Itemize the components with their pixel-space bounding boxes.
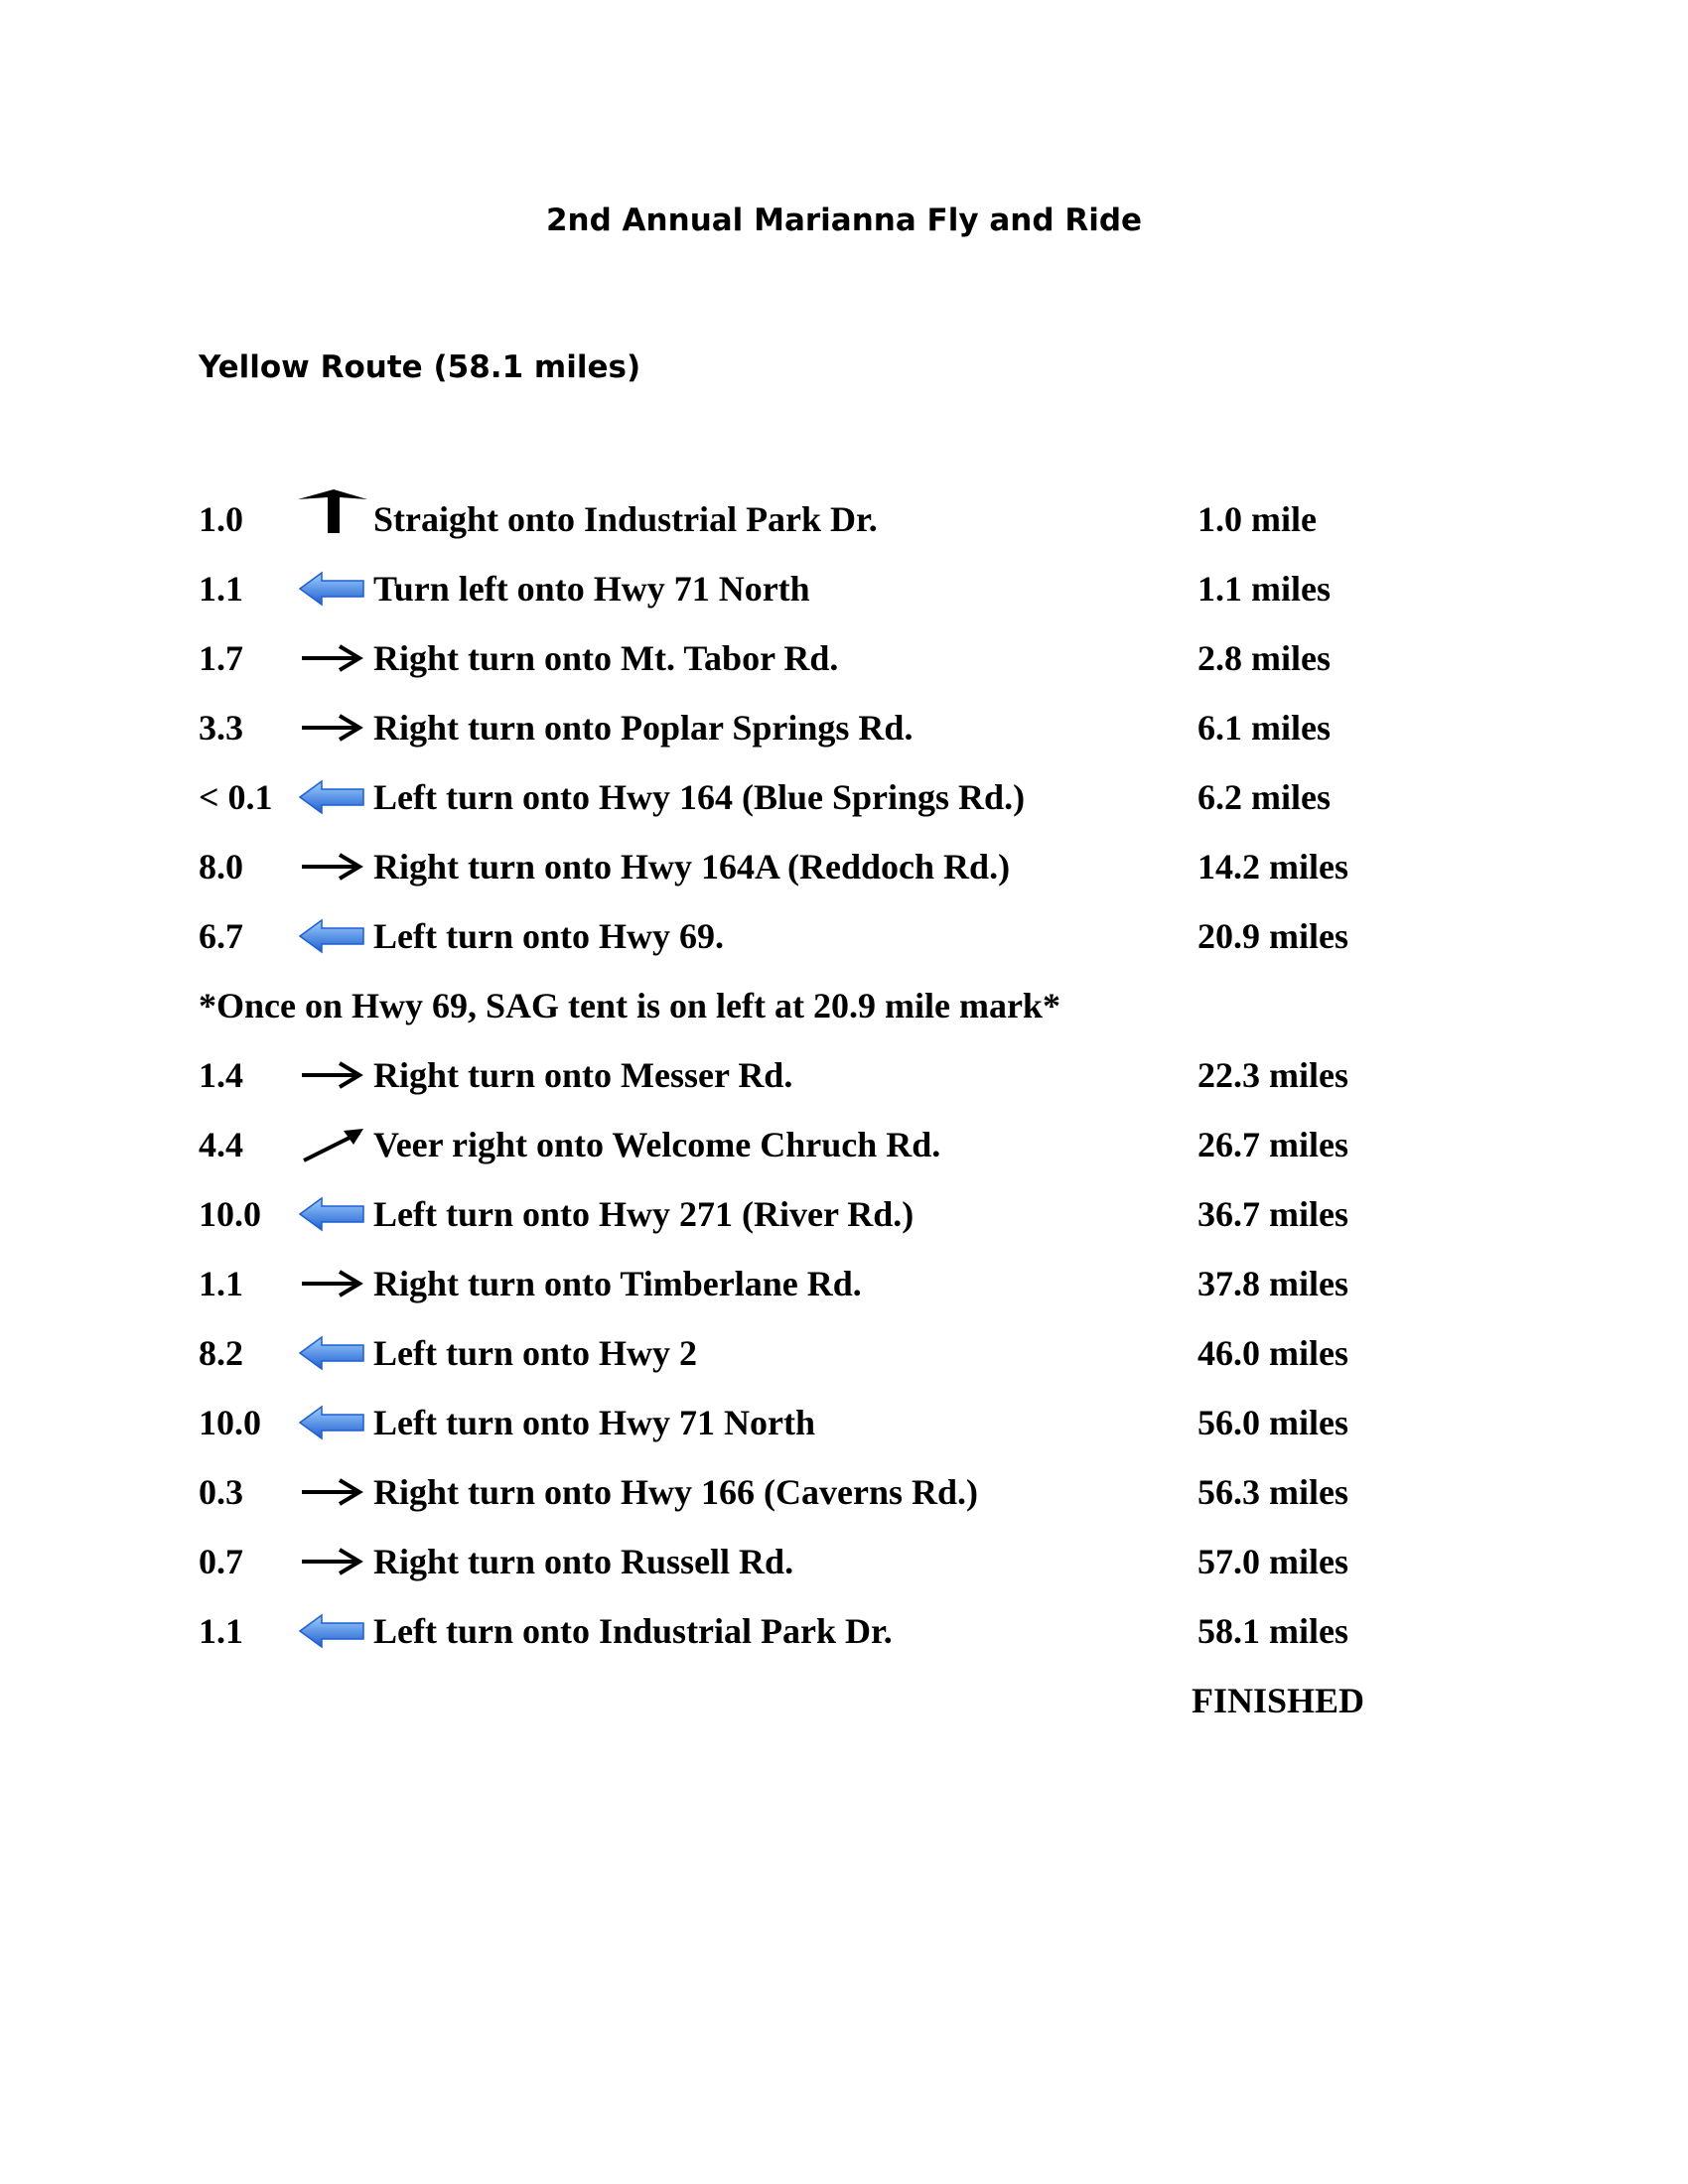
- cue-instruction: Left turn onto Hwy 69.: [373, 916, 724, 956]
- left-arrow-icon: [298, 1611, 369, 1651]
- cue-distance: 4.4: [199, 1125, 243, 1164]
- cue-row: [0, 628, 1688, 688]
- cue-row: [0, 1045, 1688, 1105]
- right-arrow-icon: [298, 1055, 369, 1095]
- cue-row: [0, 1601, 1688, 1661]
- cue-cumulative-distance: 36.7 miles: [1197, 1194, 1348, 1234]
- cue-instruction: Right turn onto Poplar Springs Rd.: [373, 708, 914, 748]
- cue-cumulative-distance: 56.0 miles: [1197, 1403, 1348, 1442]
- cue-cumulative-distance: 14.2 miles: [1197, 847, 1348, 887]
- cue-instruction: Left turn onto Industrial Park Dr.: [373, 1611, 893, 1651]
- cue-row: [0, 489, 1688, 549]
- right-arrow-icon: [298, 1264, 369, 1303]
- cue-row: [0, 906, 1688, 966]
- cue-instruction: Straight onto Industrial Park Dr.: [373, 499, 878, 539]
- cue-row: [0, 1393, 1688, 1452]
- left-arrow-icon: [298, 777, 369, 817]
- cue-row: [0, 1462, 1688, 1522]
- cue-distance: 3.3: [199, 708, 243, 748]
- left-arrow-icon: [298, 569, 369, 609]
- cue-cumulative-distance: 26.7 miles: [1197, 1125, 1348, 1164]
- cue-row: [0, 698, 1688, 757]
- cue-cumulative-distance: 57.0 miles: [1197, 1542, 1348, 1581]
- cue-distance: 8.0: [199, 847, 243, 887]
- right-arrow-icon: [298, 1542, 369, 1581]
- cue-cumulative-distance: 6.2 miles: [1197, 777, 1331, 817]
- finished-label: FINISHED: [1192, 1681, 1365, 1720]
- cue-cumulative-distance: 20.9 miles: [1197, 916, 1348, 956]
- cue-distance: 1.1: [199, 1264, 243, 1303]
- cue-cumulative-distance: 6.1 miles: [1197, 708, 1331, 748]
- cue-row: [0, 1184, 1688, 1244]
- veer-right-arrow-icon: [298, 1125, 369, 1164]
- right-arrow-icon: [298, 708, 369, 748]
- cue-distance: 6.7: [199, 916, 243, 956]
- cue-row: [0, 767, 1688, 827]
- cue-distance: 1.7: [199, 638, 243, 678]
- left-arrow-icon: [298, 1403, 369, 1442]
- cue-instruction: Left turn onto Hwy 71 North: [373, 1403, 815, 1442]
- cue-row: [0, 837, 1688, 896]
- cue-instruction: Left turn onto Hwy 271 (River Rd.): [373, 1194, 914, 1234]
- cue-instruction: Right turn onto Mt. Tabor Rd.: [373, 638, 839, 678]
- left-arrow-icon: [298, 916, 369, 956]
- cue-distance: 10.0: [199, 1403, 261, 1442]
- left-arrow-icon: [298, 1194, 369, 1234]
- right-arrow-icon: [298, 1472, 369, 1512]
- cue-cumulative-distance: 22.3 miles: [1197, 1055, 1348, 1095]
- cue-instruction: Left turn onto Hwy 164 (Blue Springs Rd.): [373, 777, 1026, 817]
- right-arrow-icon: [298, 847, 369, 887]
- right-arrow-icon: [298, 638, 369, 678]
- cue-instruction: Right turn onto Messer Rd.: [373, 1055, 793, 1095]
- sag-tent-note: *Once on Hwy 69, SAG tent is on left at 20.9 mile mark*: [199, 986, 1060, 1025]
- cue-distance: 1.1: [199, 569, 243, 609]
- cue-cumulative-distance: 1.0 mile: [1197, 499, 1317, 539]
- cue-row: [0, 1323, 1688, 1383]
- cue-instruction: Right turn onto Hwy 164A (Reddoch Rd.): [373, 847, 1011, 887]
- cue-row: [0, 1254, 1688, 1313]
- cue-instruction: Right turn onto Hwy 166 (Caverns Rd.): [373, 1472, 979, 1512]
- cue-row: [0, 1532, 1688, 1591]
- cue-distance: 8.2: [199, 1333, 243, 1373]
- cue-cumulative-distance: 56.3 miles: [1197, 1472, 1348, 1512]
- cue-cumulative-distance: 2.8 miles: [1197, 638, 1331, 678]
- cue-distance: 0.7: [199, 1542, 243, 1581]
- cue-cumulative-distance: 1.1 miles: [1197, 569, 1331, 609]
- left-arrow-icon: [298, 1333, 369, 1373]
- cue-instruction: Right turn onto Russell Rd.: [373, 1542, 794, 1581]
- cue-row: [0, 559, 1688, 618]
- cue-distance: 0.3: [199, 1472, 243, 1512]
- cue-instruction: Veer right onto Welcome Chruch Rd.: [373, 1125, 941, 1164]
- cue-instruction: Right turn onto Timberlane Rd.: [373, 1264, 862, 1303]
- straight-arrow-icon: [298, 499, 369, 539]
- route-heading: Yellow Route (58.1 miles): [199, 349, 641, 385]
- cue-instruction: Left turn onto Hwy 2: [373, 1333, 697, 1373]
- cue-row: [0, 1115, 1688, 1174]
- cue-cumulative-distance: 46.0 miles: [1197, 1333, 1348, 1373]
- cue-cumulative-distance: 58.1 miles: [1197, 1611, 1348, 1651]
- cue-distance: 1.1: [199, 1611, 243, 1651]
- cue-instruction: Turn left onto Hwy 71 North: [373, 569, 810, 609]
- page-title: 2nd Annual Marianna Fly and Ride: [545, 203, 1143, 238]
- cue-distance: 1.0: [199, 499, 243, 539]
- cue-cumulative-distance: 37.8 miles: [1197, 1264, 1348, 1303]
- cue-distance: < 0.1: [199, 777, 273, 817]
- cue-distance: 10.0: [199, 1194, 261, 1234]
- cue-distance: 1.4: [199, 1055, 243, 1095]
